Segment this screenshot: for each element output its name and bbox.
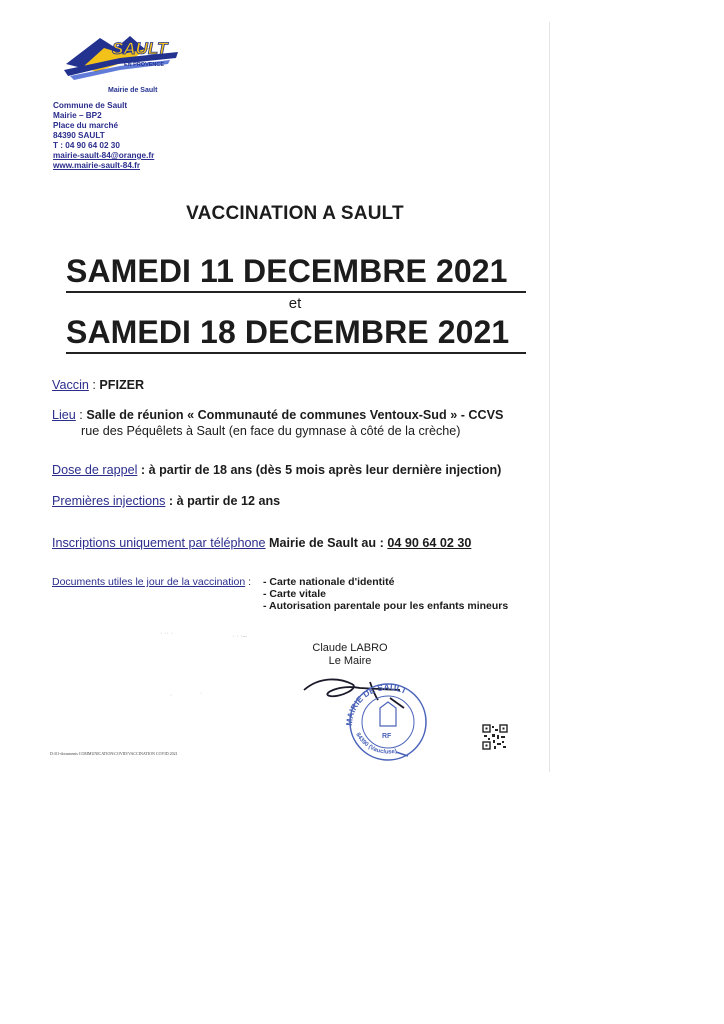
logo-brand: SAULT [112, 39, 168, 58]
seal-bottom: 84390 (Vaucluse) [354, 731, 398, 756]
qr-code-icon [482, 724, 508, 750]
page-title: VACCINATION A SAULT [186, 203, 404, 224]
premieres-row [52, 494, 280, 508]
date-conjunction: et [288, 295, 302, 312]
scan-speck: · [170, 692, 173, 699]
date-first-text: SAMEDI 11 DECEMBRE 2021 [66, 253, 508, 289]
inscriptions-label: Inscriptions uniquement par téléphone [52, 536, 266, 550]
sault-logo [60, 26, 184, 96]
scan-speck: · ·· · [160, 630, 174, 637]
signature-stamp [300, 664, 475, 764]
inscriptions-value: Mairie de Sault au : [265, 536, 388, 550]
dose-row [52, 463, 501, 477]
address-block [53, 101, 154, 171]
lieu-address: rue des Péquêlets à Sault (en face du gymnase à côté de la crèche) [81, 424, 461, 438]
documents-list [263, 576, 508, 612]
lieu-row [52, 408, 503, 422]
signatory-name: Claude LABRO [312, 642, 388, 654]
vaccin-label: Vaccin [52, 378, 89, 392]
date-second-text: SAMEDI 18 DECEMBRE 2021 [66, 314, 510, 350]
vaccin-sep: : [88, 378, 100, 392]
inscriptions-phone: 04 90 64 02 30 [387, 536, 472, 550]
address-line: 84390 SAULT [53, 131, 105, 140]
inscriptions-row [52, 536, 471, 550]
address-line: Place du marché [53, 121, 119, 130]
dose-label: Dose de rappel [52, 463, 138, 477]
documents-sep: : [245, 576, 252, 588]
lieu-label: Lieu [52, 408, 76, 422]
dose-value: : à partir de 18 ans (dès 5 mois après leur dernière injection) [137, 463, 502, 477]
list-item: - Carte nationale d'identité [263, 576, 395, 588]
address-line: Mairie – BP2 [53, 111, 102, 120]
date-second-underline [66, 352, 526, 354]
seal-top: MAIRIE DE SAULT [343, 681, 409, 727]
file-path-footer: D:\01-documents COMMUNICATION\COVID\VACCINATION COVID 2021 [50, 751, 178, 756]
date-first-underline [66, 291, 526, 293]
lieu-sep: : [75, 408, 87, 422]
email-link[interactable]: mairie-sault-84@orange.fr [53, 151, 155, 160]
date-second [66, 314, 526, 354]
logo-caption: Mairie de Sault [108, 87, 158, 94]
address-line: Commune de Sault [53, 101, 128, 110]
scan-speck: · [200, 690, 203, 697]
logo-region: EN PROVENCE [124, 62, 165, 68]
documents-row [52, 576, 251, 588]
premieres-value: : à partir de 12 ans [165, 494, 281, 508]
premieres-label: Premières injections [52, 494, 166, 508]
seal-center: RF [382, 733, 392, 740]
address-phone: T : 04 90 64 02 30 [53, 141, 120, 150]
vaccin-value: PFIZER [99, 378, 145, 392]
documents-label: Documents utiles le jour de la vaccination [52, 576, 246, 588]
page-edge [549, 22, 550, 772]
scan-speck: · · ·– [232, 633, 247, 640]
seal-icon [344, 682, 426, 760]
list-item: - Autorisation parentale pour les enfants mineurs [263, 600, 509, 612]
lieu-value: Salle de réunion « Communauté de communes Ventoux-Sud » - CCVS [86, 408, 504, 422]
date-first [66, 253, 526, 293]
list-item: - Carte vitale [263, 588, 327, 600]
signatory-role: Le Maire [328, 655, 372, 667]
vaccin-row [52, 378, 144, 392]
website-link[interactable]: www.mairie-sault-84.fr [53, 161, 141, 170]
